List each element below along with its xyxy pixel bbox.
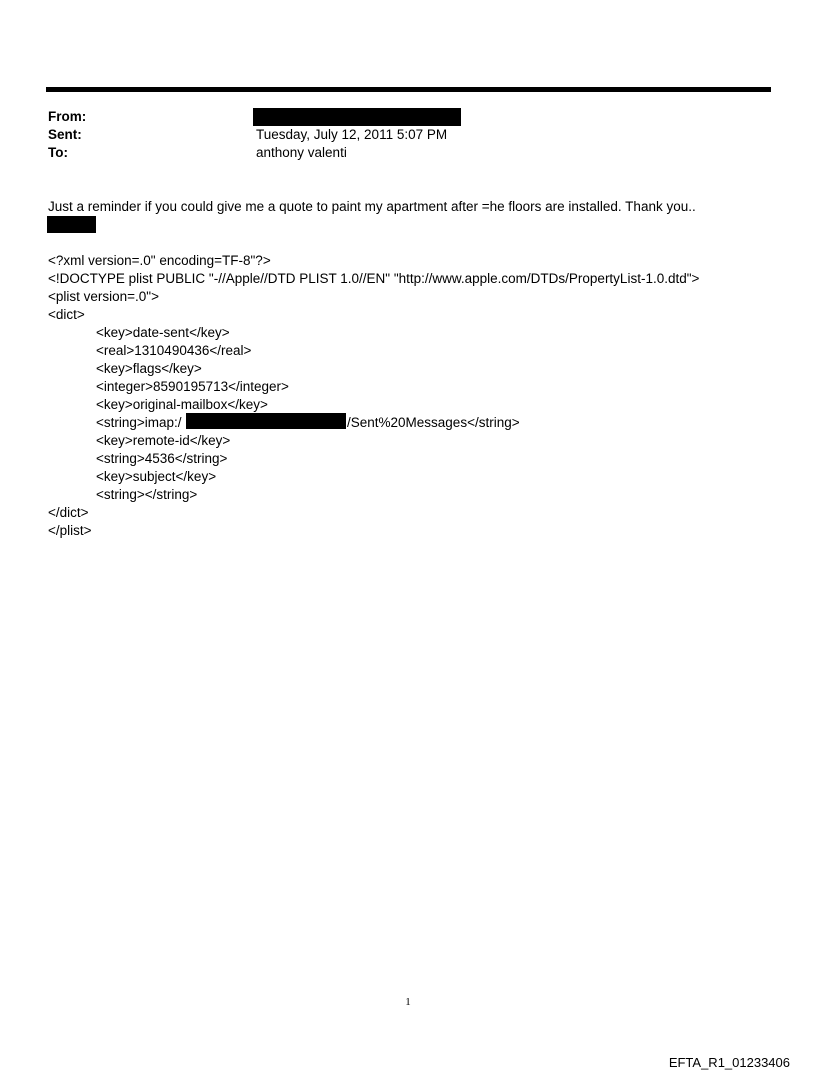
- plist-line-string-imap-end: /Sent%20Messages</string>: [347, 415, 520, 430]
- plist-line-real: <real>1310490436</real>: [96, 343, 252, 358]
- plist-line-plist-open: <plist version=.0">: [48, 289, 159, 304]
- plist-line-string-subject: <string></string>: [96, 487, 198, 502]
- plist-line-string-remote-id: <string>4536</string>: [96, 451, 228, 466]
- from-label: From:: [48, 109, 87, 124]
- sent-value: Tuesday, July 12, 2011 5:07 PM: [256, 127, 448, 142]
- document-id: EFTA_R1_01233406: [668, 1055, 790, 1070]
- signature-redaction: [47, 216, 96, 233]
- from-redaction: [253, 108, 461, 126]
- sent-label: Sent:: [48, 127, 82, 142]
- plist-line-doctype: <!DOCTYPE plist PUBLIC "-//Apple//DTD PLIST 1.0//EN" "http://www.apple.com/DTDs/PropertyList-1.0.dtd">: [48, 271, 700, 286]
- plist-line-integer: <integer>8590195713</integer>: [96, 379, 289, 394]
- to-value: anthony valenti: [256, 145, 347, 160]
- plist-line-key-flags: <key>flags</key>: [96, 361, 202, 376]
- plist-line-key-subject: <key>subject</key>: [96, 469, 217, 484]
- plist-line-string-imap-start: <string>imap:/: [96, 415, 182, 430]
- from-row: [48, 108, 86, 126]
- page-number: 1: [405, 996, 411, 1008]
- sent-row: [48, 126, 82, 144]
- message-body: Just a reminder if you could give me a quote to paint my apartment after =he floors are installed. Thank you..: [48, 199, 696, 214]
- plist-line-key-mailbox: <key>original-mailbox</key>: [96, 397, 268, 412]
- plist-line-key-remote-id: <key>remote-id</key>: [96, 433, 231, 448]
- plist-line-plist-close: </plist>: [48, 523, 92, 538]
- to-row: [48, 144, 68, 162]
- plist-line-key-date-sent: <key>date-sent</key>: [96, 325, 230, 340]
- plist-line-dict-open: <dict>: [48, 307, 85, 322]
- plist-line-dict-close: </dict>: [48, 505, 89, 520]
- plist-line-xml: <?xml version=.0" encoding=TF-8"?>: [48, 253, 271, 268]
- mailbox-redaction: [186, 413, 346, 429]
- to-label: To:: [48, 145, 68, 160]
- header-rule: [46, 87, 771, 92]
